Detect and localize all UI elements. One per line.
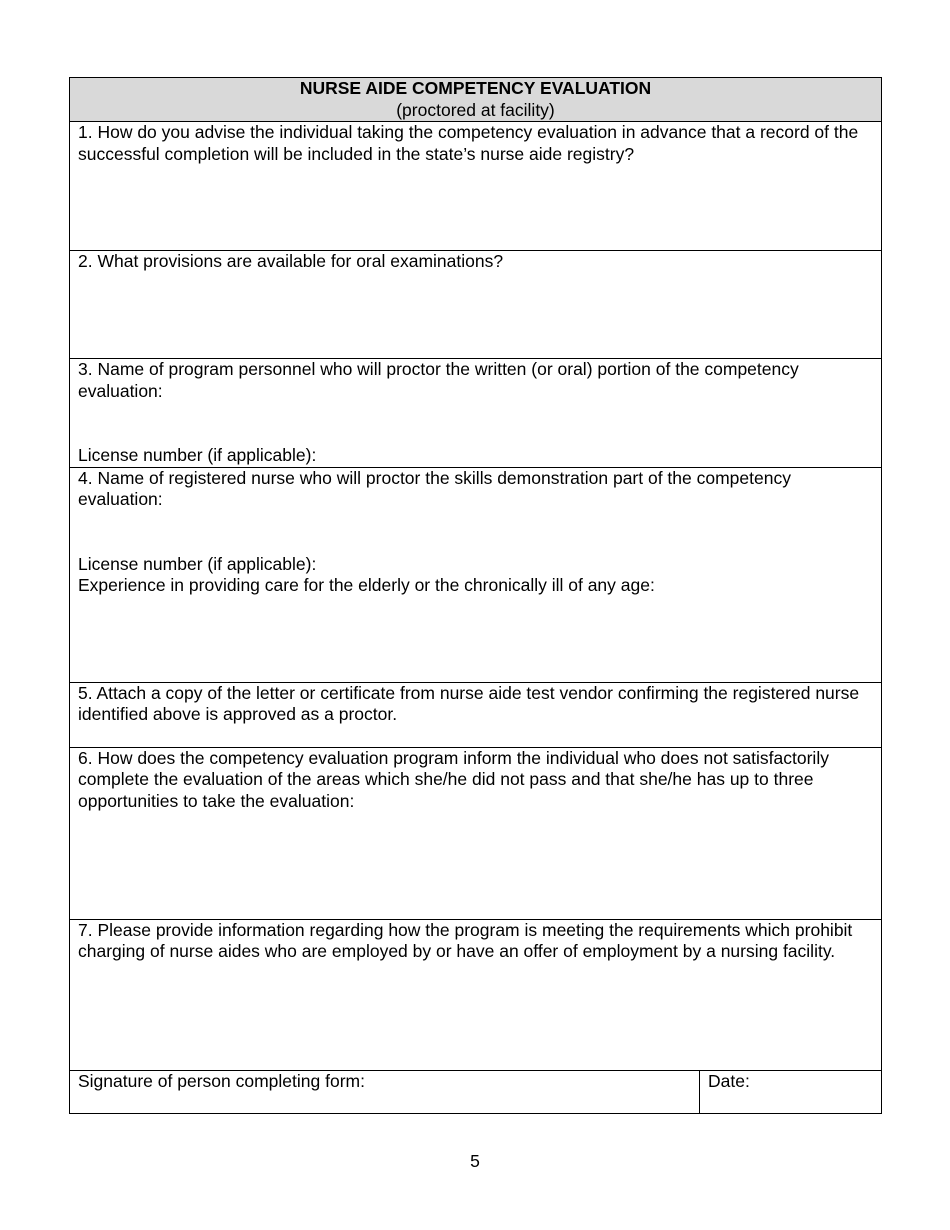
form-subtitle: (proctored at facility) [396, 99, 555, 120]
question-4-cell[interactable] [70, 467, 882, 682]
question-3-text: 3. Name of program personnel who will proctor the written (or oral) portion of the competency evaluation: [78, 359, 799, 401]
date-cell[interactable] [700, 1070, 882, 1113]
date-label: Date: [708, 1070, 750, 1091]
question-4-text: 4. Name of registered nurse who will proctor the skills demonstration part of the competency evaluation: [78, 467, 791, 509]
page-number: 5 [470, 1151, 480, 1171]
competency-evaluation-form [69, 77, 882, 1114]
question-5-text: 5. Attach a copy of the letter or certificate from nurse aide test vendor confirming the registered nurse identified above is approved as a proctor. [78, 682, 860, 724]
question-2-text: 2. What provisions are available for oral examinations? [78, 251, 504, 271]
question-3-answer-space[interactable] [78, 402, 873, 445]
signature-cell[interactable] [70, 1070, 700, 1113]
signature-label: Signature of person completing form: [78, 1070, 365, 1091]
question-1-cell[interactable] [70, 122, 882, 251]
question-4-answer-space[interactable] [78, 511, 873, 554]
question-7-text: 7. Please provide information regarding how the program is meeting the requirements which prohibit charging of nurse aides who are employed by or have an offer of employment by a nursing facility. [78, 919, 853, 961]
question-6-cell[interactable] [70, 747, 882, 919]
question-3-cell[interactable] [70, 359, 882, 468]
question-7-cell[interactable] [70, 919, 882, 1070]
form-header [70, 78, 882, 122]
question-5-cell[interactable] [70, 682, 882, 747]
question-2-cell[interactable] [70, 251, 882, 359]
question-4-experience-label: Experience in providing care for the elderly or the chronically ill of any age: [78, 575, 655, 595]
question-1-text: 1. How do you advise the individual taking the competency evaluation in advance that a record of the successful completion will be included in the state’s nurse aide registry? [78, 122, 859, 164]
question-4-license-label: License number (if applicable): [78, 553, 317, 574]
form-title: NURSE AIDE COMPETENCY EVALUATION [299, 78, 652, 98]
question-6-text: 6. How does the competency evaluation program inform the individual who does not satisfactorily complete the evaluation of the areas which she/he did not pass and that she/he has up to three opportunities to take the evaluation: [78, 747, 829, 811]
question-3-license-label: License number (if applicable): [78, 445, 317, 465]
